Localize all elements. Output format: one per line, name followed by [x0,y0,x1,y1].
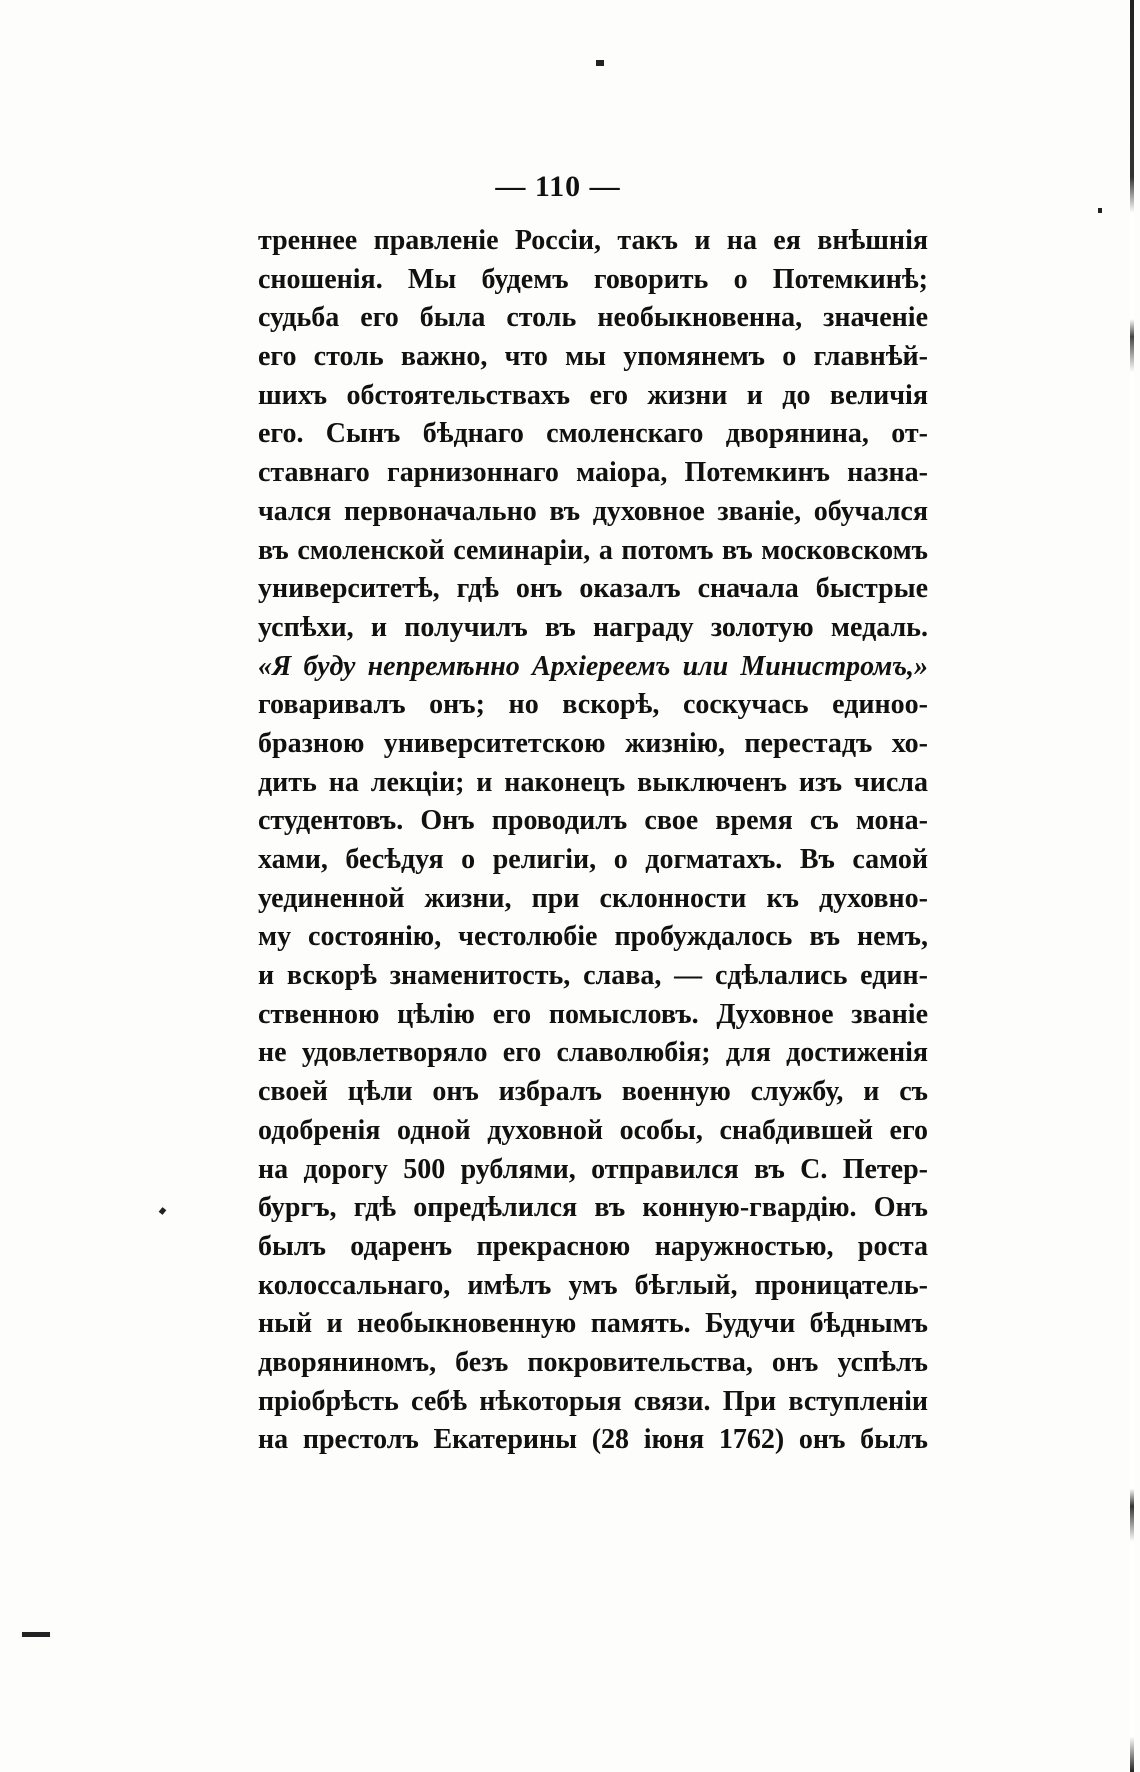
text-line: хами, бесѣдуя о религіи, о догматахъ. Въ самой [258,844,928,875]
scan-speck [596,60,604,66]
text-line: на дорогу 500 рублями, отправился въ С. Петер- [258,1153,928,1185]
text-line: му состоянію, честолюбіе пробуждалось въ немъ, [258,921,928,953]
text-line: колоссальнаго, имѣлъ умъ бѣглый, проницатель- [258,1269,928,1301]
text-line: дворяниномъ, безъ покровительства, онъ успѣлъ [258,1346,928,1378]
text-line: судьба его была столь необыкновенна, значеніе [258,302,928,334]
scan-speck [159,1207,167,1215]
text-line: одобренія одной духовной особы, снабдившей его [258,1114,928,1146]
text-line: ставнаго гарнизоннаго маіора, Потемкинъ назна- [258,457,928,489]
text-line: бразною университетскою жизнію, перестадъ хо- [258,727,928,759]
text-line: студентовъ. Онъ проводилъ свое время съ мона- [258,805,928,837]
text-line: его столь важно, что мы упомянемъ о главнѣй- [258,341,928,373]
text-line: треннее правленіе Россіи, такъ и на ея внѣшнія [258,225,928,256]
text-line: говаривалъ онъ; но вскорѣ, соскучась единоо- [258,689,928,721]
text-line: шихъ обстоятельствахъ его жизни и до величія [258,379,928,411]
text-line: своей цѣли онъ избралъ военную службу, и съ [258,1076,928,1108]
body-text [258,222,928,1460]
scan-speck [1098,208,1102,213]
text-line: его. Сынъ бѣднаго смоленскаго дворянина, от- [258,418,928,450]
text-line: былъ одаренъ прекрасною наружностью, роста [258,1230,928,1262]
scan-edge-artifact [1130,0,1134,1772]
scan-speck [22,1632,50,1637]
text-line: уединенной жизни, при склонности къ духовно- [258,882,928,914]
text-line: ный и необыкновенную память. Будучи бѣднымъ [258,1308,928,1340]
text-line: на престолъ Екатерины (28 іюня 1762) онъ былъ [258,1424,928,1456]
text-line: въ смоленской семинаріи, а потомъ въ московскомъ [258,534,928,566]
text-line: и вскорѣ знаменитость, слава, — сдѣлались един- [258,960,928,992]
text-line: университетѣ, гдѣ онъ оказалъ сначала быстрые [258,573,928,605]
text-line: бургъ, гдѣ опредѣлился въ конную-гвардію. Онъ [258,1192,928,1224]
text-line: успѣхи, и получилъ въ награду золотую медаль. [258,611,928,643]
text-line: ственною цѣлію его помысловъ. Духовное званіе [258,998,928,1030]
text-line: пріобрѣсть себѣ нѣкоторыя связи. При вступленіи [258,1385,928,1417]
text-line: сношенія. Мы будемъ говорить о Потемкинѣ; [258,263,928,295]
quote-line: «Я буду непремѣнно Архіереемъ или Министромъ,» [258,650,928,682]
text-line: дить на лекціи; и наконецъ выключенъ изъ числа [258,766,928,798]
page-number: — 110 — [495,170,621,203]
text-line: чался первоначально въ духовное званіе, обучался [258,495,928,527]
text-line: не удовлетворяло его славолюбія; для достиженія [258,1037,928,1069]
